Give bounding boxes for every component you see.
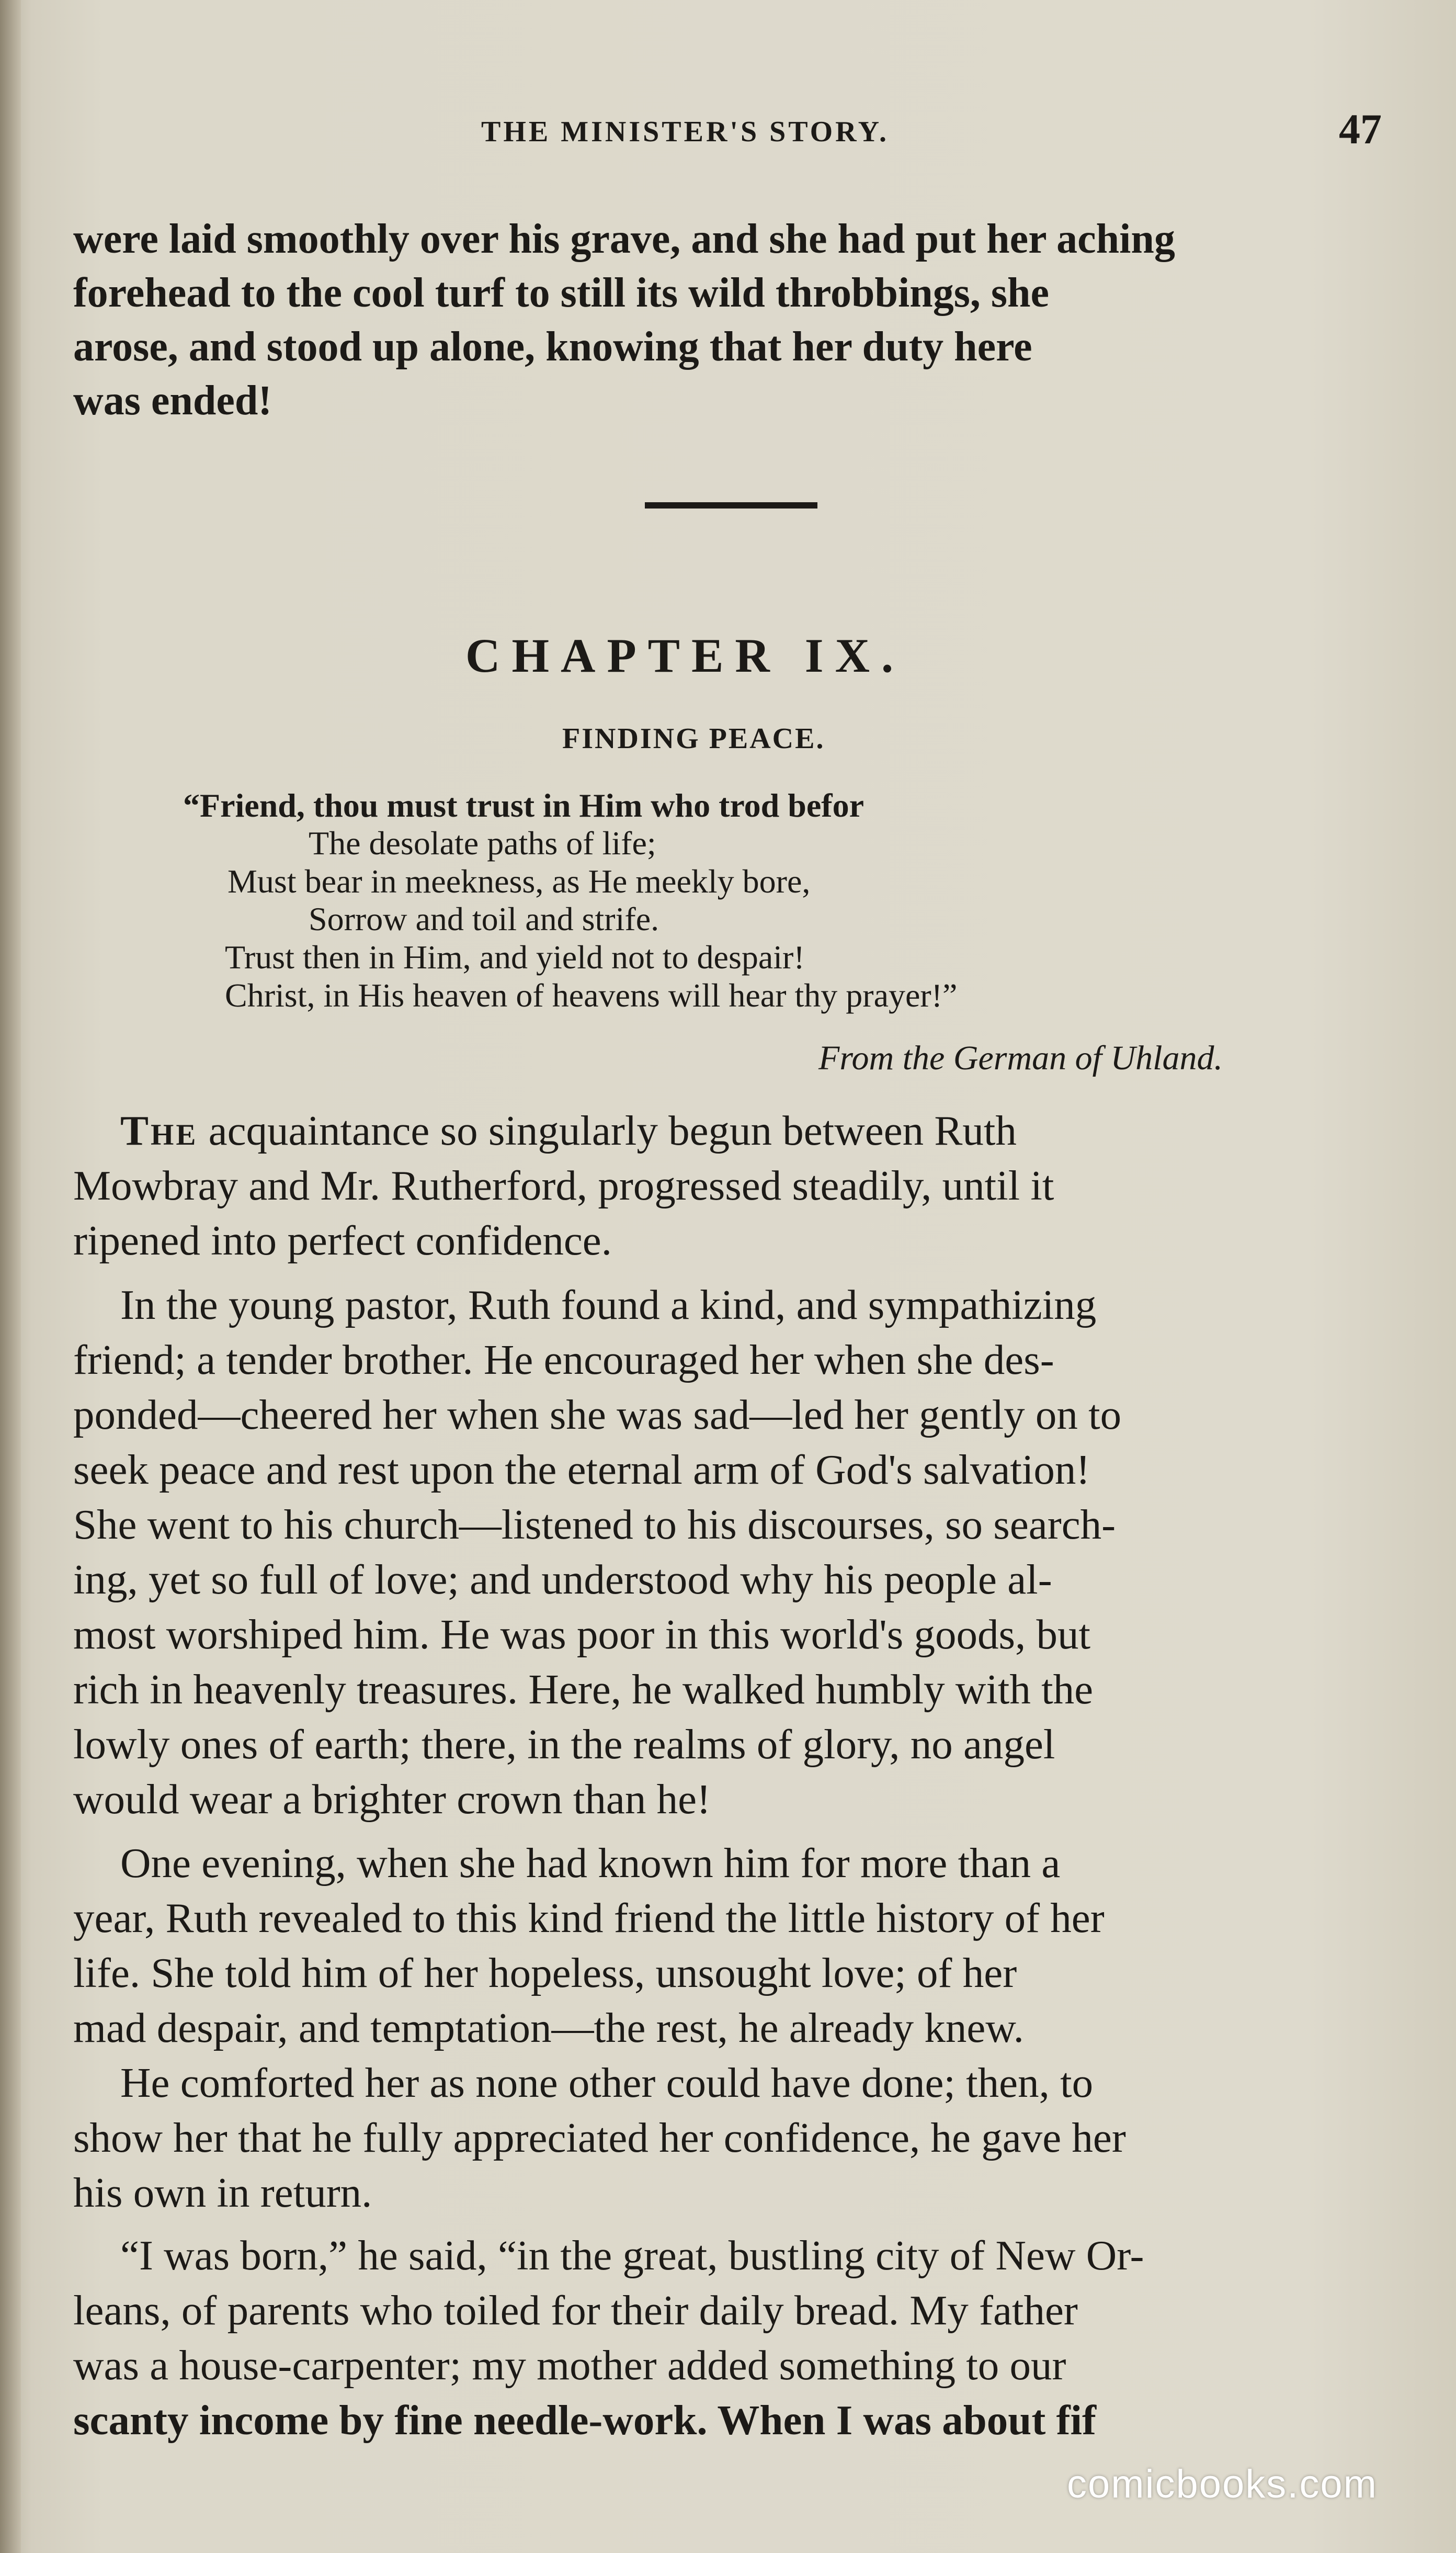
epigraph-line: The desolate paths of life;	[309, 824, 656, 862]
text-line: was ended!	[73, 378, 272, 424]
epigraph-line: “Friend, thou must trust in Him who trod befor	[183, 787, 864, 824]
text-line: She went to his church—listened to his discourses, so search-	[73, 1501, 1116, 1548]
watermark: comicbooks.com	[1067, 2462, 1378, 2506]
chapter-title: CHAPTER IX.	[465, 629, 905, 682]
text-line: friend; a tender brother. He encouraged her when she des-	[73, 1336, 1054, 1383]
text-line: were laid smoothly over his grave, and she had put her aching	[73, 216, 1175, 262]
text-line: life. She told him of her hopeless, unsought love; of her	[73, 1949, 1017, 1996]
text-line: In the young pastor, Ruth found a kind, and sympathizing	[120, 1281, 1097, 1328]
text-line	[120, 1106, 1017, 1155]
text-line: would wear a brighter crown than he!	[73, 1776, 711, 1823]
text-line: ponded—cheered her when she was sad—led her gently on to	[73, 1391, 1122, 1438]
text-line: “I was born,” he said, “in the great, bustling city of New Or-	[120, 2232, 1144, 2279]
text-span: acquaintance so singularly begun between Ruth	[198, 1107, 1017, 1154]
epigraph-attribution: From the German of Uhland.	[818, 1039, 1223, 1077]
text-line: arose, and stood up alone, knowing that her duty here	[73, 324, 1032, 370]
page-gutter	[0, 0, 21, 2553]
text-line: his own in return.	[73, 2169, 372, 2216]
text-line: was a house-carpenter; my mother added something to our	[73, 2342, 1066, 2389]
text-line: rich in heavenly treasures. Here, he walked humbly with the	[73, 1666, 1094, 1713]
text-line: show her that he fully appreciated her confidence, he gave her	[73, 2114, 1126, 2161]
text-line: One evening, when she had known him for more than a	[120, 1839, 1061, 1886]
text-line: lowly ones of earth; there, in the realms of glory, no angel	[73, 1721, 1055, 1768]
epigraph-line: Sorrow and toil and strife.	[309, 900, 659, 937]
text-line: seek peace and rest upon the eternal arm of God's salvation!	[73, 1446, 1090, 1493]
text-line: most worshiped him. He was poor in this world's goods, but	[73, 1611, 1091, 1658]
epigraph-line: Trust then in Him, and yield not to despair!	[225, 939, 805, 976]
text-line: Mowbray and Mr. Rutherford, progressed steadily, until it	[73, 1162, 1054, 1209]
text-line: forehead to the cool turf to still its wild throbbings, she	[73, 270, 1049, 316]
running-title: THE MINISTER'S STORY.	[481, 116, 889, 148]
text-line: He comforted her as none other could have done; then, to	[120, 2059, 1094, 2106]
text-line: ing, yet so full of love; and understood why his people al-	[73, 1556, 1052, 1603]
chapter-subtitle: FINDING PEACE.	[562, 722, 825, 755]
text-line: ripened into perfect confidence.	[73, 1217, 612, 1264]
drop-word: The	[120, 1107, 198, 1154]
text-line: leans, of parents who toiled for their daily bread. My father	[73, 2287, 1078, 2334]
text-line: scanty income by fine needle-work. When I was about fif	[73, 2397, 1097, 2444]
epigraph-line: Must bear in meekness, as He meekly bore,	[228, 863, 811, 900]
text-line: year, Ruth revealed to this kind friend the little history of her	[73, 1894, 1105, 1941]
section-divider	[645, 502, 817, 509]
page-number: 47	[1339, 105, 1382, 153]
text-line: mad despair, and temptation—the rest, he already knew.	[73, 2004, 1024, 2051]
epigraph-line: Christ, in His heaven of heavens will hear thy prayer!”	[225, 977, 958, 1014]
